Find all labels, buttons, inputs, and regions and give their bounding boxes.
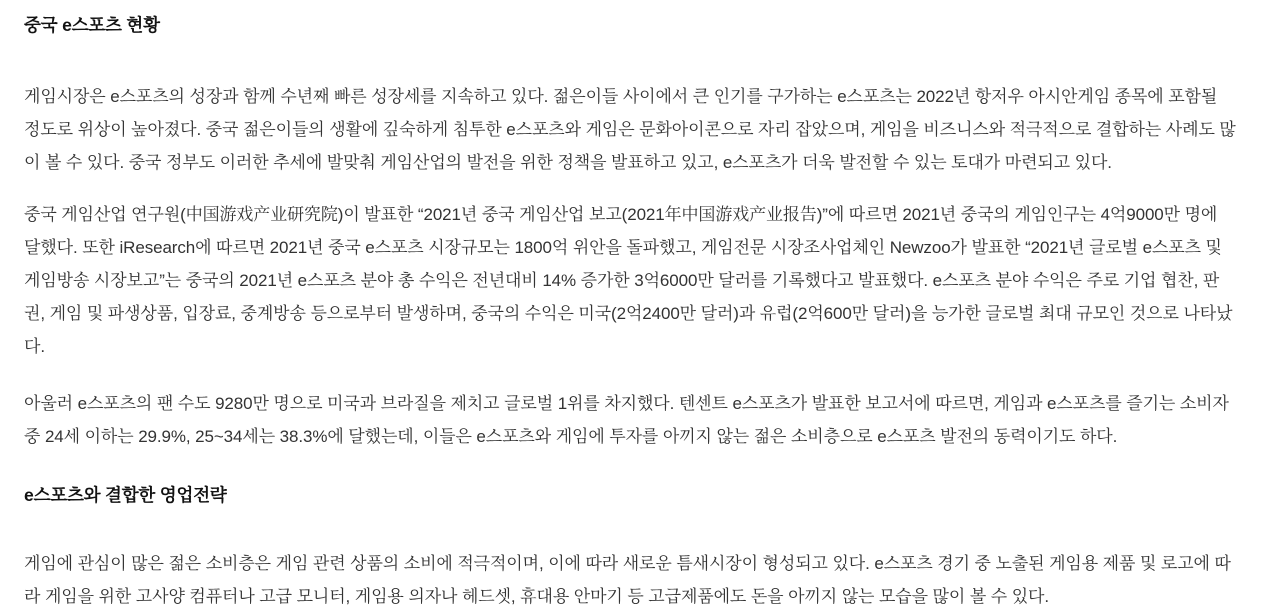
paragraph-niche-market: 게임에 관심이 많은 젊은 소비층은 게임 관련 상품의 소비에 적극적이며, 이에 따라 새로운 틈새시장이 형성되고 있다. e스포츠 경기 중 노출된 게임용 제품 및 로고에 따라 게임을 위한 고사양 컴퓨터나 고급 모니터, 게임용 의자나 헤드셋, 휴대용 안마기 등 고급제품에도 돈을 아끼지 않는 모습을 많이 볼 수 있다. (24, 553, 1231, 606)
paragraph-fan-demographics: 아울러 e스포츠의 팬 수도 9280만 명으로 미국과 브라질을 제치고 글로벌 1위를 차지했다. 텐센트 e스포츠가 발표한 보고서에 따르면, 게임과 e스포츠를 즐기는 소비자 중 24세 이하는 29.9%, 25~34세는 38.3%에 달했는데, 이들은 e스포츠와 게임에 투자를 아끼지 않는 젊은 소비층으로 e스포츠 발전의 동력이기도 하다. (24, 394, 1229, 447)
section-heading-sales-strategy: e스포츠와 결합한 영업전략 (24, 484, 227, 505)
section-heading-china-esports-status: 중국 e스포츠 현황 (24, 15, 160, 35)
paragraph-market-size-report: 중국 게임산업 연구원(中国游戏产业研究院)이 발표한 “2021년 중국 게임산업 보고(2021年中国游戏产业报告)”에 따르면 2021년 중국의 게임인구는 4억9000만 명에 달했다. 또한 iResearch에 따르면 2021년 중국 e스포츠 시장규모는 1800억 위안을 돌파했고, 게임전문 시장조사업체인 Newzoo가 발표한 “2021년 글로벌 e스포츠 및 게임방송 시장보고”는 중국의 2021년 e스포츠 분야 총 수익은 전년대비 14% 증가한 3억6000만 달러를 기록했다고 발표했다. e스포츠 분야 수익은 주로 기업 협찬, 판권, 게임 및 파생상품, 입장료, 중계방송 등으로부터 발생하며, 중국의 수익은 미국(2억2400만 달러)과 유럽(2억600만 달러)을 능가한 글로벌 최대 규모인 것으로 나타났다. (24, 205, 1233, 356)
paragraph-esports-growth: 게임시장은 e스포츠의 성장과 함께 수년째 빠른 성장세를 지속하고 있다. 젊은이들 사이에서 큰 인기를 구가하는 e스포츠는 2022년 항저우 아시안게임 종목에 포함될 정도로 위상이 높아졌다. 중국 젊은이들의 생활에 깊숙하게 침투한 e스포츠와 게임은 문화아이콘으로 자리 잡았으며, 게임을 비즈니스와 적극적으로 결합하는 사례도 많이 볼 수 있다. 중국 정부도 이러한 추세에 발맞춰 게임산업의 발전을 위한 정책을 발표하고 있고, e스포츠가 더욱 발전할 수 있는 토대가 마련되고 있다. (24, 87, 1236, 172)
